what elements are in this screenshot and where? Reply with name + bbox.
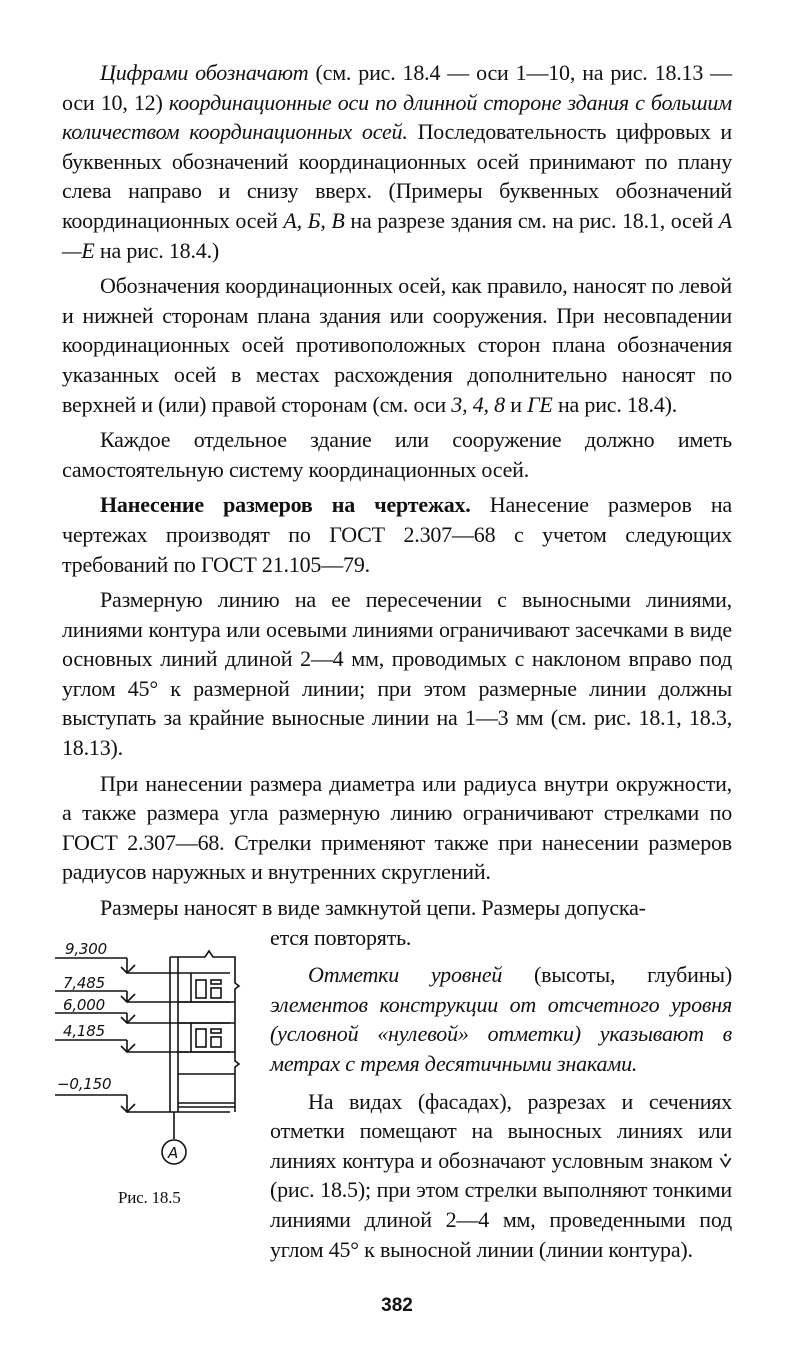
paragraph [62, 271, 732, 419]
level-label: 9,300 [65, 939, 107, 958]
text-run: На видах (фасадах), разрезах и сечениях отметки помещают на выносных линиях или линиях контура и обозначают условным знаком ⩒ (рис. 18.5); при этом стрелки выполняют тонкими линиями длиной 2—4 мм, проведенными под углом 45° к выносной линии (линии контура). [270, 1088, 732, 1262]
italic-text: элементов конструкции от отсчетного уровня (условной «нулевой» отметки) указывают в метрах с тремя десятичными знаками. [270, 991, 732, 1076]
figure-and-wrapped-text [57, 923, 732, 1273]
text-run: При нанесении размера диаметра или радиуса внутри окружности, а также размера угла размерную линию ограничивают стрелками по ГОСТ 2.307—68. Стрелки применяют также при нанесении размеров радиусов наружных и внутренних скруглений. [62, 770, 732, 885]
paragraph-line: Размеры наносят в виде замкнутой цепи. Размеры допуска- [100, 895, 646, 921]
paragraph [62, 490, 732, 579]
italic-text: ГЕ [527, 391, 553, 417]
page-number: 382 [381, 1295, 413, 1317]
text-run: на рис. 18.4). [552, 391, 678, 417]
axis-label: А [168, 1143, 179, 1162]
italic-text: А—Е [62, 207, 732, 263]
level-label: −0,150 [57, 1074, 112, 1093]
paragraph [62, 769, 732, 887]
text-run: на разрезе здания см. на рис. 18.1, осей [344, 207, 719, 233]
text-run: Последовательность цифровых и буквенных обозначений координационных осей принимают по плану слева направо и снизу вверх. (Примеры буквенных обозначений координационных осей [62, 119, 733, 233]
level-label: 4,185 [63, 1021, 105, 1040]
italic-text: А, Б, В [283, 207, 345, 233]
figure-column [57, 923, 270, 1209]
text-run: Размерную линию на ее пересечении с выносными линиями, линиями контура или осевыми линиями ограничивают засечками в виде основных линий длиной 2—4 мм, проводимых с наклоном вправо под углом 45° к размерной линии; при этом размерные линии должны выступать за крайние выносные линии на 1—3 мм (см. рис. 18.1, 18.3, 18.13). [62, 587, 732, 761]
text-run: на рис. 18.4.) [94, 237, 220, 263]
wrapped-text [270, 923, 732, 1273]
text-run: (см. рис. 18.4 — оси 1—10, на рис. 18.13 — оси 10, 12) [62, 60, 732, 115]
italic-text: Цифрами обозначают [100, 60, 309, 85]
paragraph [62, 425, 732, 484]
italic-text: Отметки уровней [308, 962, 503, 988]
level-label: 7,485 [63, 973, 105, 992]
figure-18-5-level-marks [55, 923, 270, 1185]
paragraph [270, 1087, 732, 1265]
main-text [62, 58, 732, 887]
paragraph [62, 58, 732, 265]
text-run: Нанесение размеров на чертежах производят по ГОСТ 2.307—68 с учетом следующих требований по ГОСТ 21.105—79. [62, 492, 732, 577]
text-run: Обозначения координационных осей, как правило, наносят по левой и нижней сторонам плана здания или сооружения. При несовпадении координационных осей противоположных сторон плана обозначения указанных осей в местах расхождения дополнительно наносят по верхней и (или) правой сторонам (см. оси [62, 273, 732, 417]
italic-text: 3, 4, 8 [451, 391, 505, 417]
text-run: (высоты, глубины) [502, 962, 732, 988]
paragraph [62, 585, 732, 763]
building-section [170, 951, 239, 1139]
level-label: 6,000 [63, 995, 105, 1014]
paragraph-line: ется повторять. [270, 924, 412, 950]
text-run: Каждое отдельное здание или сооружение должно иметь самостоятельную систему координационных осей. [62, 427, 732, 482]
text-run: и [504, 391, 528, 417]
figure-caption: Рис. 18.5 [118, 1187, 181, 1207]
bold-heading-text: Нанесение размеров на чертежах. [100, 492, 471, 518]
paragraph [270, 960, 732, 1078]
italic-text: координационные оси по длинной стороне здания с большим количеством координационных осей. [62, 89, 732, 145]
